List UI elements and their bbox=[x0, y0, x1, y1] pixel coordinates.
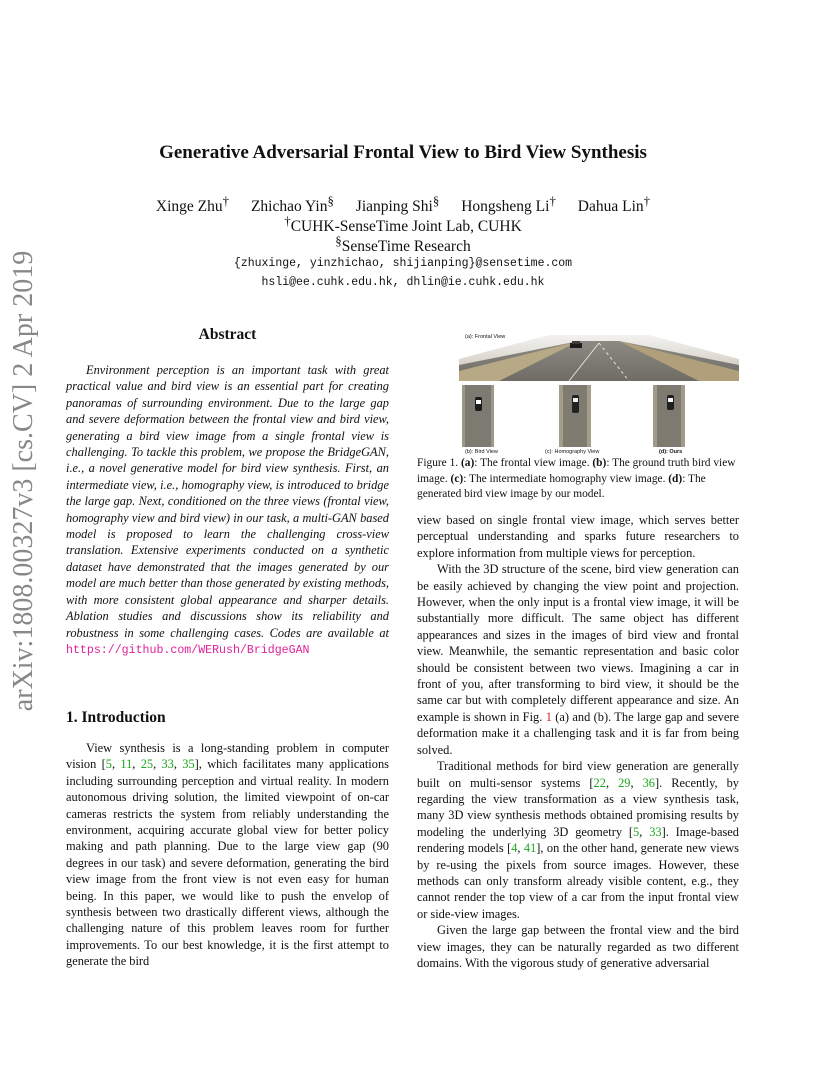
author: Jianping Shi§ bbox=[355, 193, 440, 216]
arxiv-stamp: arXiv:1808.00327v3 [cs.CV] 2 Apr 2019 bbox=[8, 250, 39, 712]
figure-label: (d): Ours bbox=[659, 449, 683, 455]
code-link[interactable]: https://github.com/WERush/BridgeGAN bbox=[66, 643, 310, 657]
citation[interactable]: 36 bbox=[642, 775, 655, 790]
citation[interactable]: 5 bbox=[633, 824, 640, 839]
abstract-body: Environment perception is an important task with great practical value and bird view is an essential part for creating panoramas of surrounding environment. Due to the large gap and severe deformation between the frontal view and bird view, generating a bird view image from a single frontal view is challenging. To tackle this problem, we propose the BridgeGAN, i.e., a novel generative model for bird view synthesis. First, an intermediate view, i.e., homography view, is introduced to bridge the large gap. Next, conditioned on the three views (frontal view, homography view and bird view) in our task, a multi-GAN based model is proposed to learn the challenging cross-view translation. Extensive experiments conducted on a synthetic dataset have demonstrated that the images generated by our model are much better than those generated by existing methods, with more consistent global appearance and sharper details. Ablation studies and discussions show its reliability and robustness in some challenging cases. Codes are available at https://github.com/WERush/BridgeGAN bbox=[66, 363, 389, 657]
abstract-heading: Abstract bbox=[198, 326, 257, 343]
figure-label: (c): Homography View bbox=[545, 449, 600, 455]
citation[interactable]: 5 bbox=[105, 757, 112, 772]
email-line: {zhuxinge, yinzhichao, shijianping}@sensetime.com bbox=[233, 257, 573, 270]
citation[interactable]: 33 bbox=[649, 824, 662, 839]
author: Xinge Zhu† bbox=[155, 193, 230, 216]
intro-paragraph: View synthesis is a long-standing problem in computer vision [5, 11, 25, 33, 35], which facilitates many applications including surrounding perception and virtual reality. In modern autonomous driving solution, the limited viewpoint of on-car cameras restricts the system from reliably understanding the environment, acquiring accurate global view for better policy making and path planning. Due to the large view gap (90 degrees in our task) and severe deformation, generating the bird view image from the front view is not even easy for human being. In this paper, we would like to push the envelop of synthesis between two drastically different views, although the challenging nature of this problem leaves room for further improvements. To our best knowledge, it is the first attempt to generate the bird bbox=[66, 741, 389, 969]
affiliation: †CUHK-SenseTime Joint Lab, CUHK bbox=[284, 213, 522, 236]
email-line: hsli@ee.cuhk.edu.hk, dhlin@ie.cuhk.edu.hk bbox=[261, 276, 545, 289]
citation[interactable]: 22 bbox=[593, 775, 606, 790]
author: Hongsheng Li† bbox=[461, 193, 556, 216]
citation[interactable]: 35 bbox=[182, 757, 195, 772]
figure-1-image bbox=[459, 323, 739, 457]
section-heading: 1. Introduction bbox=[66, 709, 166, 726]
figure-label: (b): Bird View bbox=[465, 449, 498, 455]
paper-title: Generative Adversarial Frontal View to Bird View Synthesis bbox=[159, 142, 647, 163]
right-column bbox=[417, 512, 739, 971]
figure-label: (a): Frontal View bbox=[465, 334, 506, 340]
figure-reference[interactable]: 1 bbox=[545, 709, 552, 724]
figure-1 bbox=[459, 323, 739, 457]
citation[interactable]: 33 bbox=[161, 757, 174, 772]
author: Zhichao Yin§ bbox=[250, 193, 334, 216]
citation[interactable]: 11 bbox=[120, 757, 133, 772]
paragraph: Traditional methods for bird view generation are generally built on multi-sensor systems [22, 29, 36]. Recently, by regarding the view transformation as a view synthesis task, many 3D view synthesis methods obtained promising results by modeling the underlying 3D geometry [5, 33]. Image-based rendering models [4, 41], on the other hand, generate new views by re-using the pixels from source images. However, these methods can only transform already visible content, e.g., they cannot render the top view of a car from the input frontal view or side-view images. bbox=[417, 759, 739, 921]
paragraph: view based on single frontal view image, which serves better perceptual understanding and sparks future researchers to explore information from multiple views for perception. bbox=[417, 513, 739, 560]
affiliation: §SenseTime Research bbox=[335, 233, 471, 256]
paragraph: With the 3D structure of the scene, bird view generation can be easily achieved by changing the view point and projection. However, when the only input is a frontal view image, it will be substantially more difficult. The same object has different appearances and sizes in the images of bird view and frontal view. Meanwhile, the semantic representation and basic color should be consistent between two views. Imagining a car in front of you, after transforming to bird view, it should be the same car but with completely different appearance and size. An example is shown in Fig. 1 (a) and (b). The large gap and severe deformation make it a challenging task and it is far from being solved. bbox=[417, 562, 739, 757]
paragraph: Given the large gap between the frontal view and the bird view images, they can be naturally regarded as two different domains. With the vigorous study of generative adversarial bbox=[417, 923, 739, 970]
citation[interactable]: 4 bbox=[511, 841, 518, 856]
citation[interactable]: 29 bbox=[618, 775, 631, 790]
citation[interactable]: 41 bbox=[523, 841, 537, 856]
author: Dahua Lin† bbox=[577, 193, 651, 216]
citation[interactable]: 25 bbox=[140, 757, 154, 772]
figure-caption: Figure 1. (a): The frontal view image. (b): The ground truth bird view image. (c): The intermediate homography view image. (d): The generated bird view image by our model. bbox=[417, 457, 736, 501]
